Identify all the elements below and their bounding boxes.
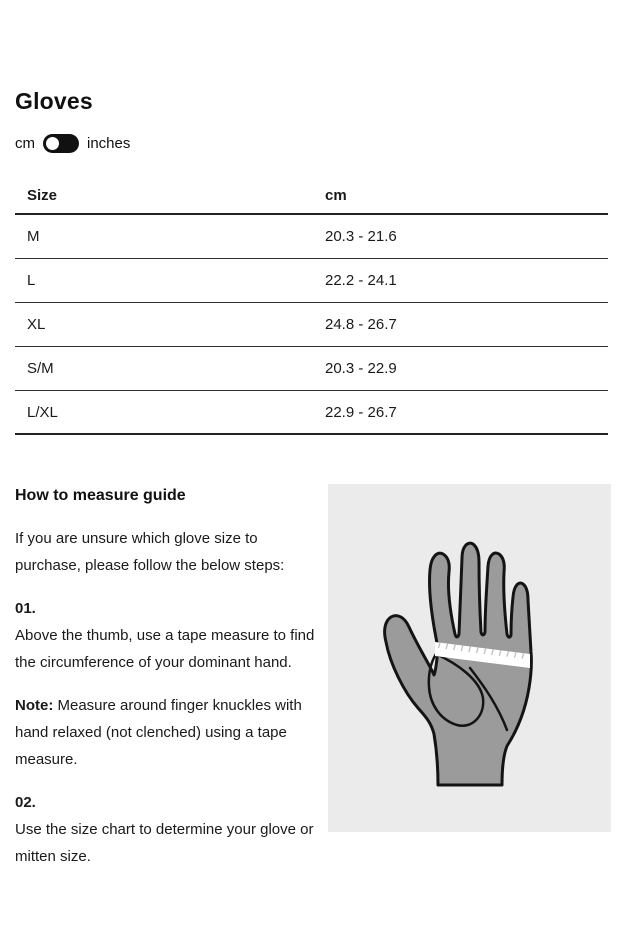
range-cell: 22.2 - 24.1 (325, 272, 397, 289)
unit-toggle-switch[interactable] (43, 134, 79, 153)
guide-step-1 (15, 595, 319, 676)
table-row (15, 259, 608, 303)
guide-intro-text: If you are unsure which glove size to purchase, please follow the below steps: (15, 530, 285, 574)
table-row (15, 347, 608, 391)
size-cell: L (27, 272, 36, 289)
range-cell: 24.8 - 26.7 (325, 316, 397, 333)
size-table (15, 178, 608, 435)
column-header-size: Size (27, 187, 58, 204)
note-text: Measure around finger knuckles with hand relaxed (not clenched) using a tape measure. (15, 697, 302, 768)
toggle-knob-icon (46, 137, 59, 150)
table-row (15, 391, 608, 435)
step-text: Use the size chart to determine your glove or mitten size. (15, 821, 314, 865)
size-table-header (15, 178, 608, 215)
size-cell: L/XL (27, 403, 58, 421)
step-number: 02. (15, 794, 36, 811)
guide-step-2 (15, 789, 319, 870)
table-row (15, 303, 608, 347)
step-number: 01. (15, 600, 36, 617)
step-text: Above the thumb, use a tape measure to find the circumference of your dominant hand. (15, 627, 315, 671)
page-title: Gloves (15, 88, 93, 114)
table-row (15, 215, 608, 259)
measure-guide-section (15, 486, 319, 886)
note-label: Note: (15, 697, 54, 714)
range-cell: 22.9 - 26.7 (325, 403, 397, 421)
unit-toggle-row (15, 134, 130, 153)
range-cell: 20.3 - 21.6 (325, 228, 397, 245)
size-cell: M (27, 228, 40, 245)
size-cell: XL (27, 316, 46, 333)
unit-label-inches[interactable]: inches (87, 135, 131, 152)
unit-label-cm[interactable]: cm (15, 135, 35, 152)
range-cell: 20.3 - 22.9 (325, 360, 397, 377)
size-cell: S/M (27, 360, 54, 377)
hand-with-tape-measure-icon (328, 484, 611, 832)
measure-guide-heading: How to measure guide (15, 487, 186, 504)
column-header-cm: cm (325, 187, 347, 204)
guide-note (15, 692, 319, 773)
hand-measure-illustration (328, 484, 611, 832)
